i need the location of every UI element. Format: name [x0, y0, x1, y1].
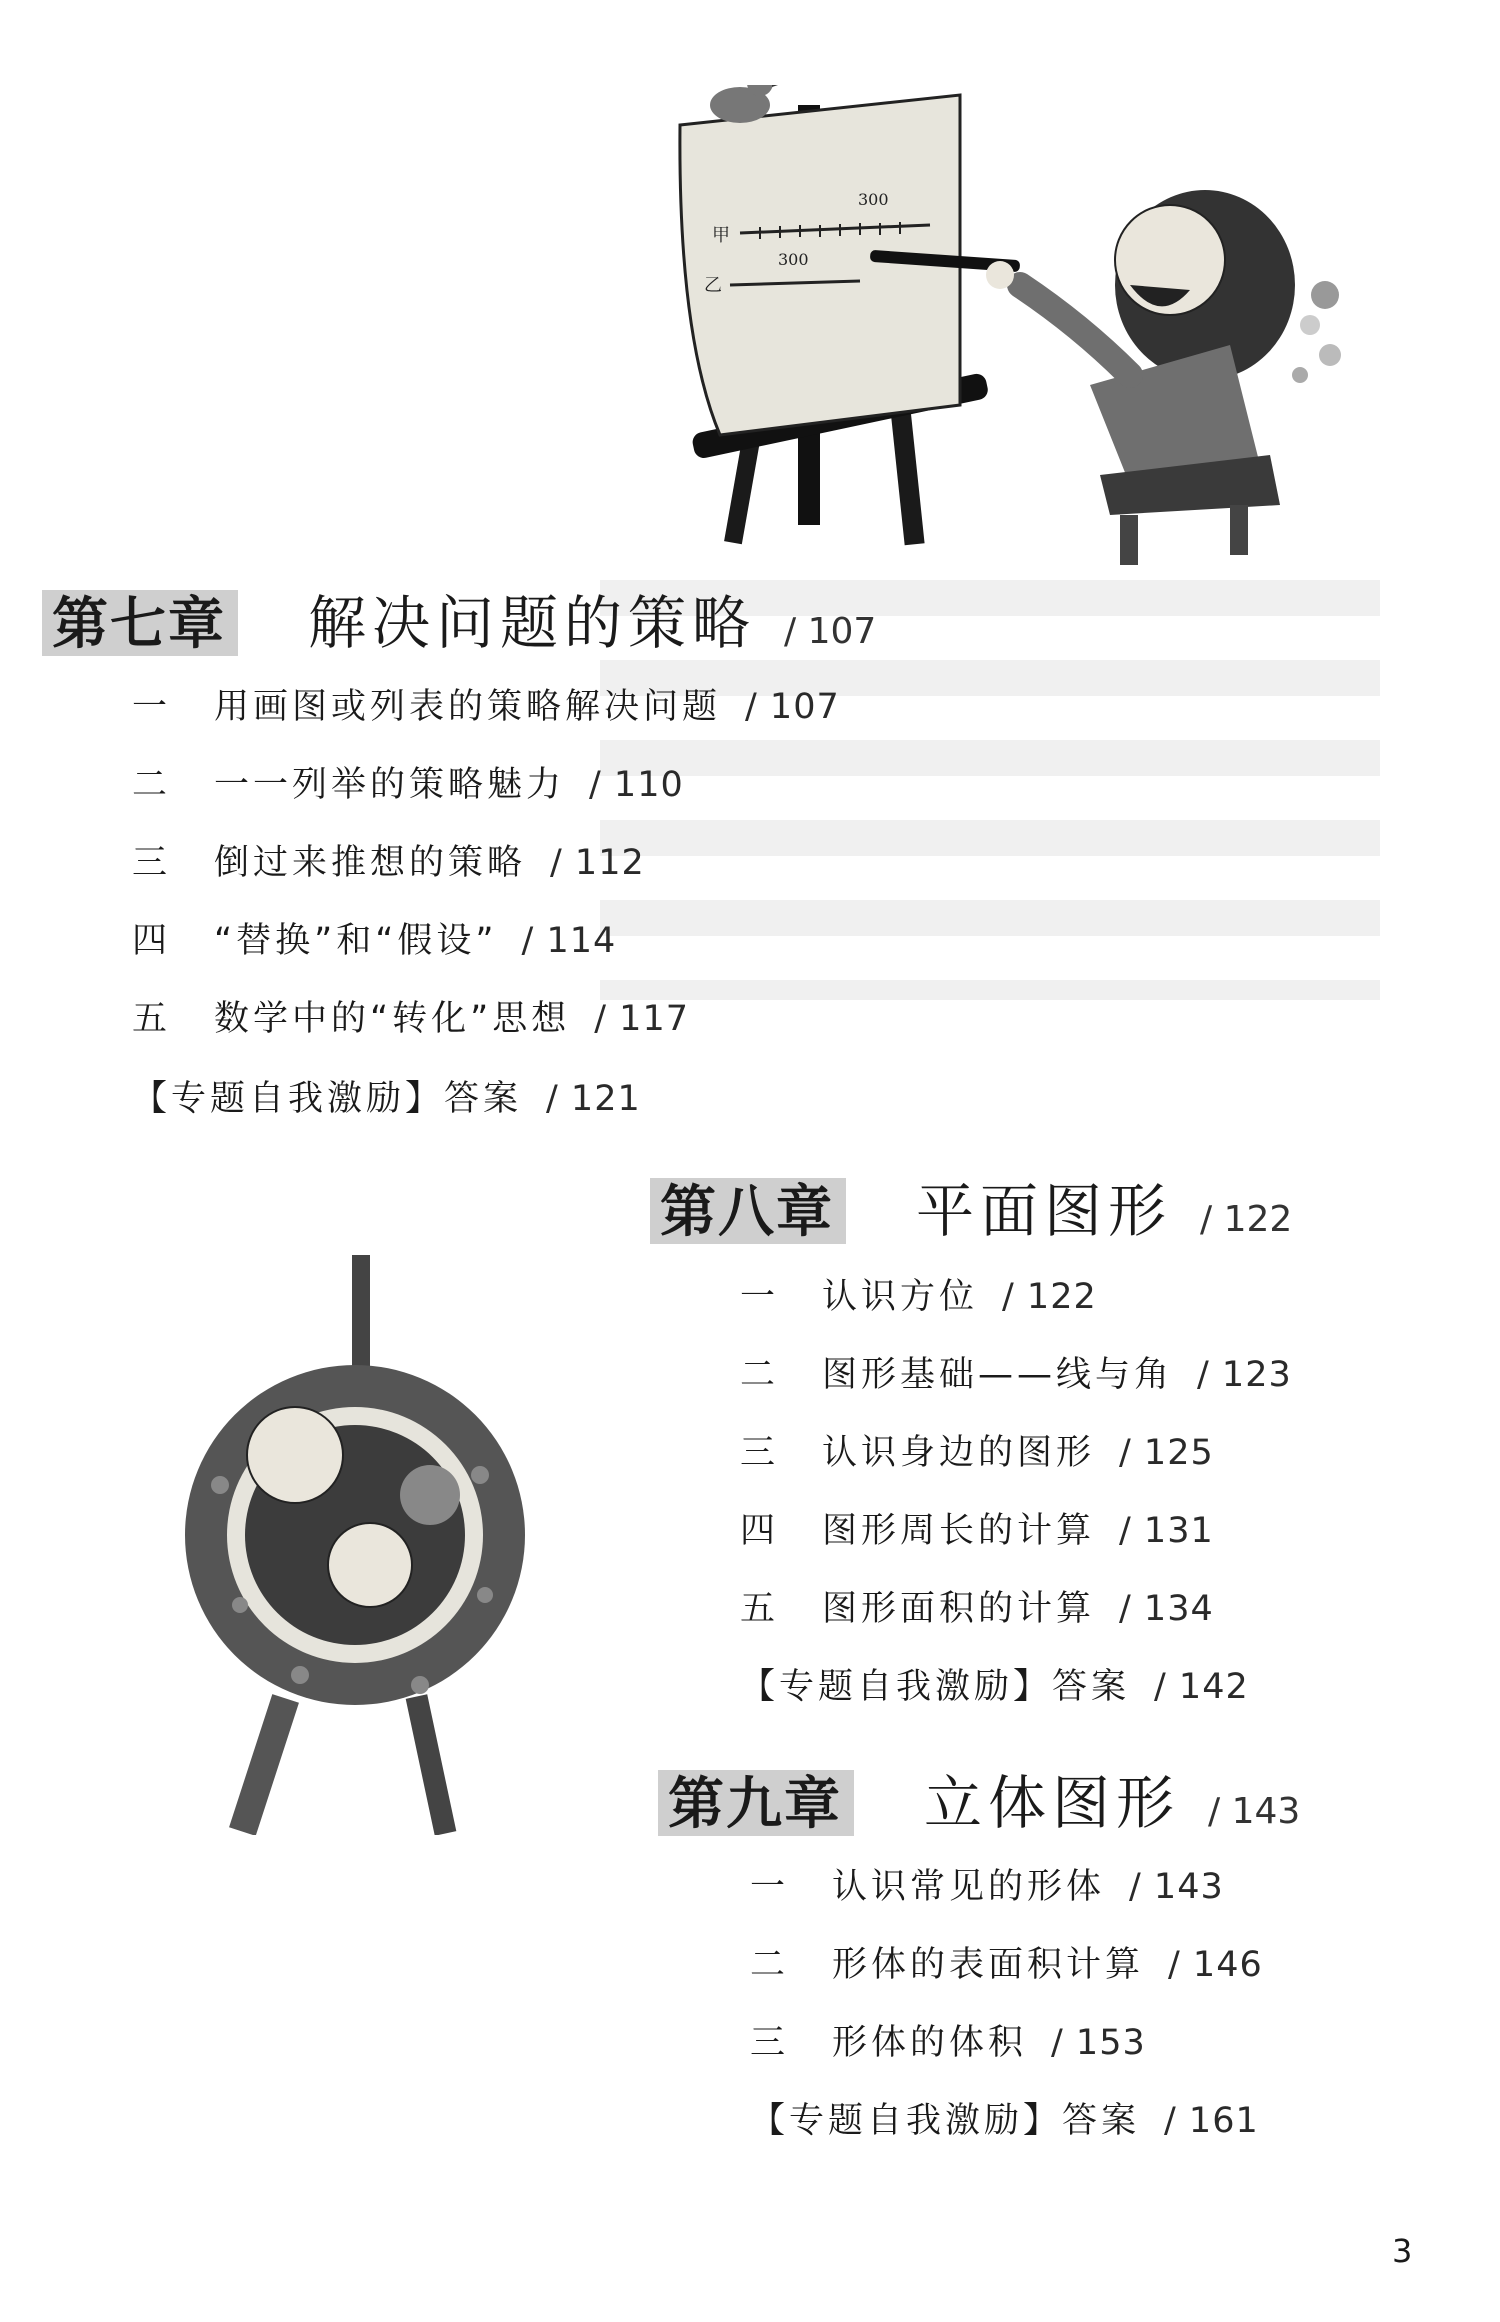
toc-entry-page: / 114 — [521, 921, 617, 961]
toc-entry-page: / 121 — [546, 1079, 641, 1119]
toc-entry-text: 认识常见的形体 — [832, 1867, 1106, 1907]
label-yi: 乙 — [704, 275, 722, 296]
label-300-bottom: 300 — [778, 250, 809, 269]
toc-entry[interactable] — [132, 999, 689, 1039]
chapter-8-label: 第八章 — [650, 1178, 846, 1244]
toc-entry[interactable] — [740, 1433, 1214, 1473]
toc-entry-number: 五 — [132, 999, 172, 1039]
toc-entry-page: / 123 — [1197, 1355, 1292, 1395]
toc-entry-page: / 122 — [1002, 1277, 1097, 1317]
toc-entry[interactable] — [132, 687, 840, 727]
toc-entry[interactable] — [740, 1355, 1292, 1395]
toc-entry-text: 【专题自我激励】答案 — [132, 1079, 523, 1119]
toc-entry-page: / 134 — [1119, 1589, 1214, 1629]
toc-entry-number: 二 — [740, 1355, 780, 1395]
toc-entry[interactable] — [750, 1867, 1224, 1907]
toc-entry-page: / 125 — [1119, 1433, 1214, 1473]
toc-entry-number: 三 — [740, 1433, 780, 1473]
toc-entry[interactable] — [750, 2023, 1146, 2063]
toc-entry-text: 【专题自我激励】答案 — [740, 1667, 1131, 1707]
label-300-top: 300 — [858, 190, 889, 209]
toc-entry[interactable] — [132, 843, 645, 883]
chapter-7-page: / 107 — [784, 611, 877, 652]
toc-entry-number: 四 — [740, 1511, 780, 1551]
chapter-7-heading[interactable] — [42, 590, 876, 656]
toc-entry-answers[interactable] — [132, 1079, 641, 1119]
chapter-8-page: / 122 — [1200, 1199, 1293, 1240]
chapter-8-title: 平面图形 — [916, 1177, 1173, 1245]
toc-entry-number: 三 — [750, 2023, 790, 2063]
toc-entry-answers[interactable] — [740, 1667, 1249, 1707]
toc-entry-page: / 143 — [1129, 1867, 1224, 1907]
toc-entry-page: / 131 — [1119, 1511, 1214, 1551]
toc-entry-number: 一 — [750, 1867, 790, 1907]
toc-entry-page: / 142 — [1154, 1667, 1249, 1707]
easel-girl-illustration — [660, 85, 1380, 565]
toc-entry-text: 图形基础——线与角 — [822, 1355, 1174, 1395]
chapter-8-heading[interactable] — [650, 1178, 1292, 1244]
toc-entry-text: “替换”和“假设” — [214, 921, 498, 961]
toc-entry-page: / 161 — [1164, 2101, 1259, 2141]
toc-entry-text: 图形面积的计算 — [822, 1589, 1096, 1629]
toc-entry-page: / 112 — [550, 843, 645, 883]
label-jia: 甲 — [712, 225, 730, 246]
toc-entry[interactable] — [132, 921, 617, 961]
toc-entry-text: 【专题自我激励】答案 — [750, 2101, 1141, 2141]
compass-kids-illustration — [180, 1255, 540, 1835]
toc-entry-number: 三 — [132, 843, 172, 883]
toc-entry-text: 数学中的“转化”思想 — [214, 999, 571, 1039]
toc-entry-number: 四 — [132, 921, 172, 961]
toc-entry-number: 二 — [750, 1945, 790, 1985]
toc-entry[interactable] — [740, 1277, 1097, 1317]
toc-entry-text: 倒过来推想的策略 — [214, 843, 527, 883]
toc-entry-number: 五 — [740, 1589, 780, 1629]
toc-entry-page: / 146 — [1168, 1945, 1263, 1985]
toc-entry-page: / 107 — [745, 687, 840, 727]
chapter-9-title: 立体图形 — [924, 1769, 1181, 1837]
toc-entry[interactable] — [132, 765, 684, 805]
toc-entry-number: 一 — [132, 687, 172, 727]
toc-entry-page: / 153 — [1051, 2023, 1146, 2063]
toc-entry[interactable] — [740, 1589, 1214, 1629]
chapter-7-label: 第七章 — [42, 590, 238, 656]
toc-entry[interactable] — [740, 1511, 1214, 1551]
toc-entry-text: 一一列举的策略魅力 — [214, 765, 566, 805]
chapter-9-heading[interactable] — [658, 1770, 1300, 1836]
chapter-7-title: 解决问题的策略 — [308, 589, 757, 657]
toc-entry-text: 认识方位 — [822, 1277, 979, 1317]
toc-entry-answers[interactable] — [750, 2101, 1259, 2141]
toc-entry-page: / 110 — [589, 765, 684, 805]
toc-entry[interactable] — [750, 1945, 1263, 1985]
toc-entry-text: 形体的体积 — [832, 2023, 1028, 2063]
chapter-9-label: 第九章 — [658, 1770, 854, 1836]
toc-entry-text: 图形周长的计算 — [822, 1511, 1096, 1551]
toc-entry-page: / 117 — [594, 999, 689, 1039]
chapter-9-page: / 143 — [1208, 1791, 1301, 1832]
toc-entry-number: 一 — [740, 1277, 780, 1317]
toc-entry-number: 二 — [132, 765, 172, 805]
toc-entry-text: 用画图或列表的策略解决问题 — [214, 687, 722, 727]
page-number: 3 — [1392, 2232, 1413, 2270]
toc-entry-text: 形体的表面积计算 — [832, 1945, 1145, 1985]
toc-entry-text: 认识身边的图形 — [822, 1433, 1096, 1473]
